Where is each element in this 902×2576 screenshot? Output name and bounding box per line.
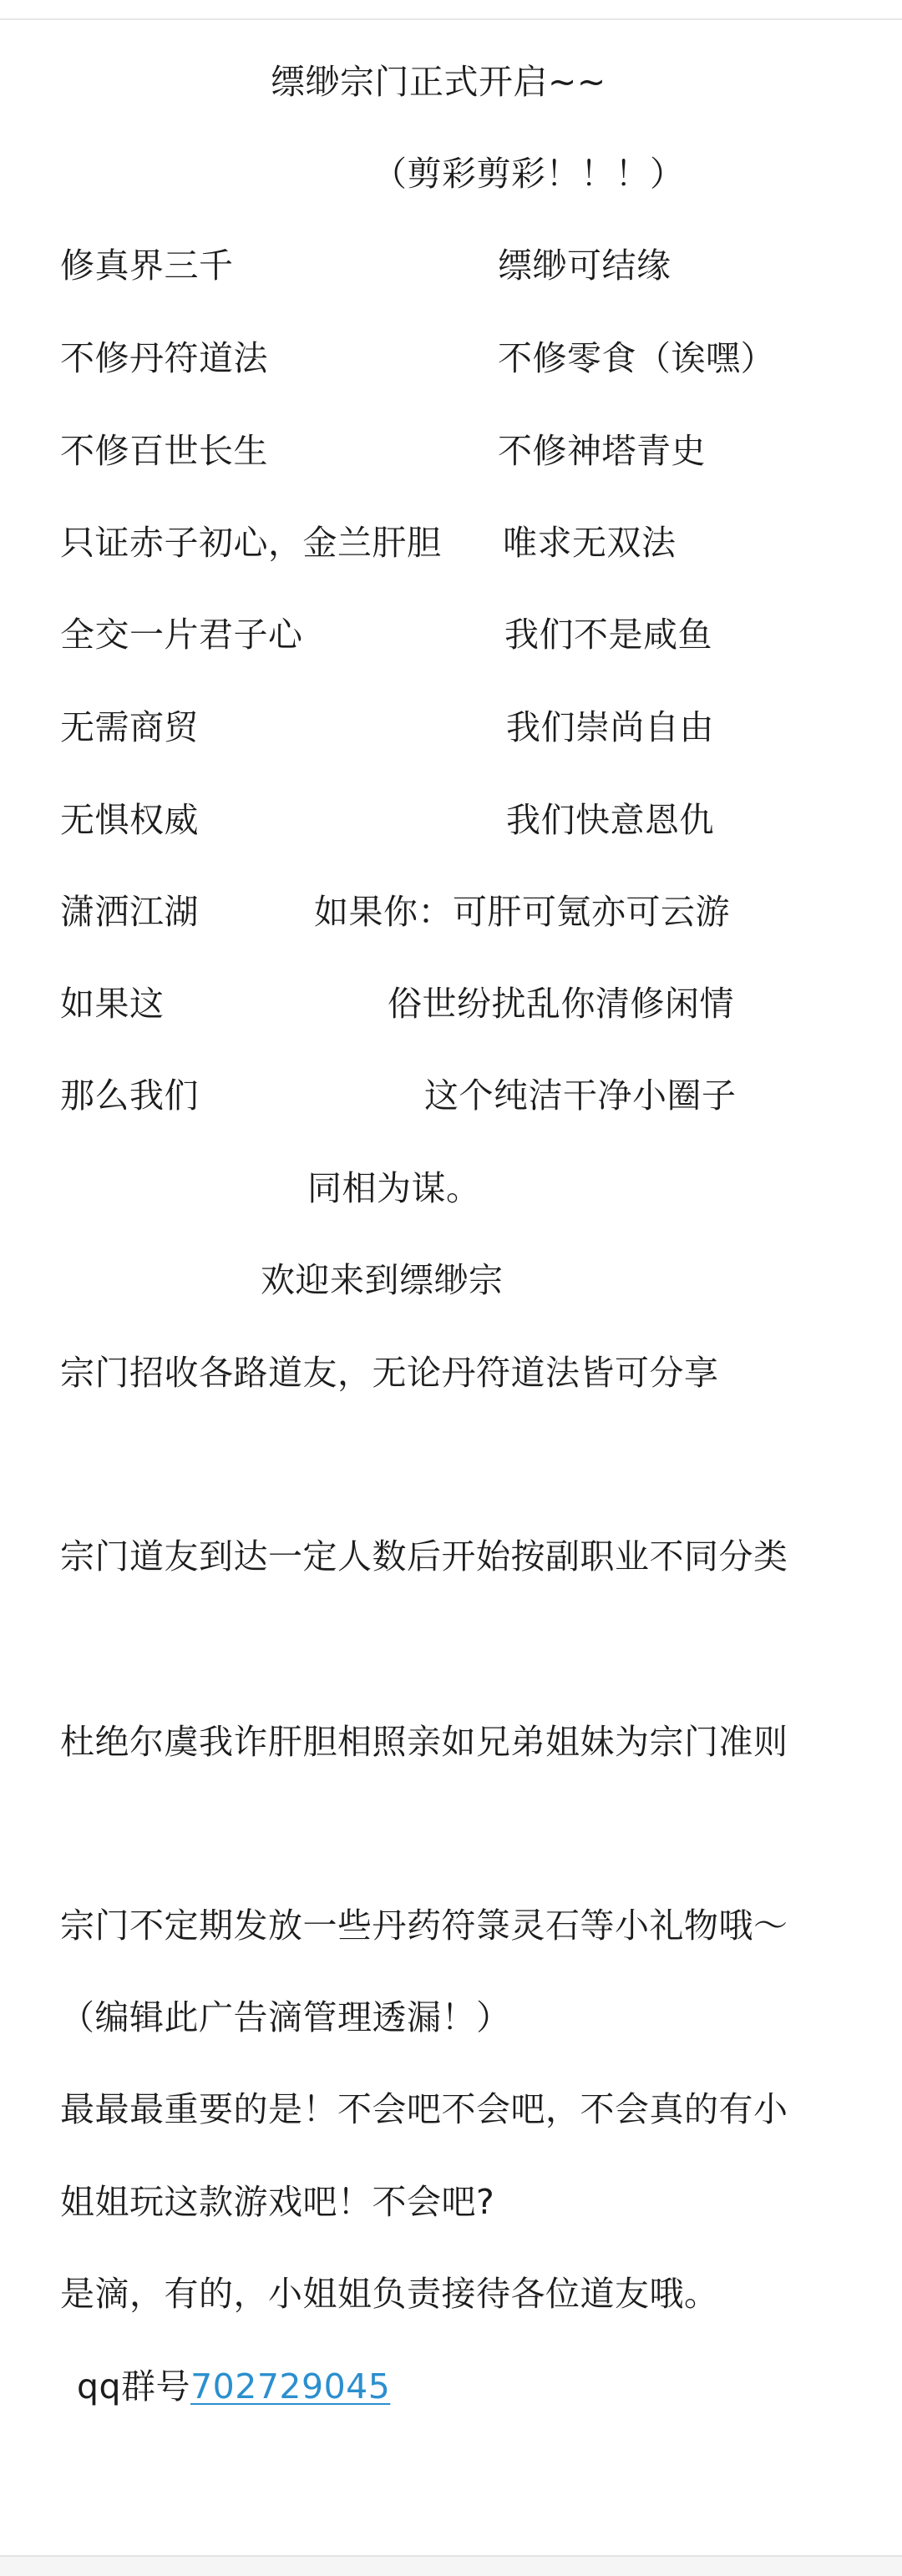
verse-right: 俗世纷扰乱你清修闲情 (388, 984, 734, 1024)
verse-right: 如果你：可肝可氪亦可云游 (314, 892, 730, 932)
paragraph: （编辑此广告滴管理透漏！） (60, 1997, 511, 2037)
post-subtitle: （剪彩剪彩！！！） (372, 154, 685, 194)
verse-right: 缥缈可结缘 (498, 245, 671, 286)
paragraph: 杜绝尔虞我诈肝胆相照亲如兄弟姐妹为宗门准则 (60, 1722, 788, 1762)
verse-left: 不修丹符道法 (60, 338, 268, 378)
verse-left: 修真界三千 (60, 245, 234, 286)
paragraph: 最最最重要的是！不会吧不会吧，不会真的有小 (60, 2089, 788, 2129)
paragraph: 宗门道友到达一定人数后开始按副职业不同分类 (60, 1536, 788, 1576)
verse-together: 同相为谋。 (307, 1168, 481, 1208)
verse-left: 潇洒江湖 (60, 892, 199, 932)
verse-right: 不修神塔青史 (498, 431, 706, 471)
verse-left: 无惧权威 (60, 800, 199, 840)
paragraph: 宗门不定期发放一些丹药符箓灵石等小礼物哦～ (60, 1905, 788, 1946)
verse-right: 不修零食（诶嘿） (498, 338, 775, 378)
paragraph: 宗门招收各路道友，无论丹符道法皆可分享 (60, 1353, 719, 1393)
verse-left: 只证赤子初心，金兰肝胆 (60, 523, 442, 563)
verse-left: 那么我们 (60, 1075, 199, 1116)
verse-right: 唯求无双法 (503, 523, 676, 563)
post-title: 缥缈宗门正式开启~~ (271, 62, 606, 102)
verse-right: 我们崇尚自由 (506, 707, 714, 747)
qq-group-number-link[interactable]: 702729045 (190, 2366, 391, 2406)
qq-group-label: qq群号 (77, 2366, 191, 2406)
verse-left: 无需商贸 (60, 707, 199, 747)
verse-left: 不修百世长生 (60, 431, 268, 471)
bottom-divider (0, 2555, 902, 2576)
verse-right: 我们不是咸鱼 (504, 615, 712, 655)
verse-left: 如果这 (60, 984, 165, 1024)
paragraph: 姐姐玩这款游戏吧！不会吧? (60, 2182, 495, 2222)
paragraph: 是滴，有的，小姐姐负责接待各位道友哦。 (60, 2274, 719, 2314)
verse-right: 这个纯洁干净小圈子 (424, 1075, 737, 1116)
qq-group-line (77, 2363, 390, 2410)
verse-right: 我们快意恩仇 (506, 800, 714, 840)
top-divider (0, 0, 902, 20)
verse-left: 全交一片君子心 (60, 615, 303, 655)
welcome-line: 欢迎来到缥缈宗 (261, 1260, 504, 1300)
